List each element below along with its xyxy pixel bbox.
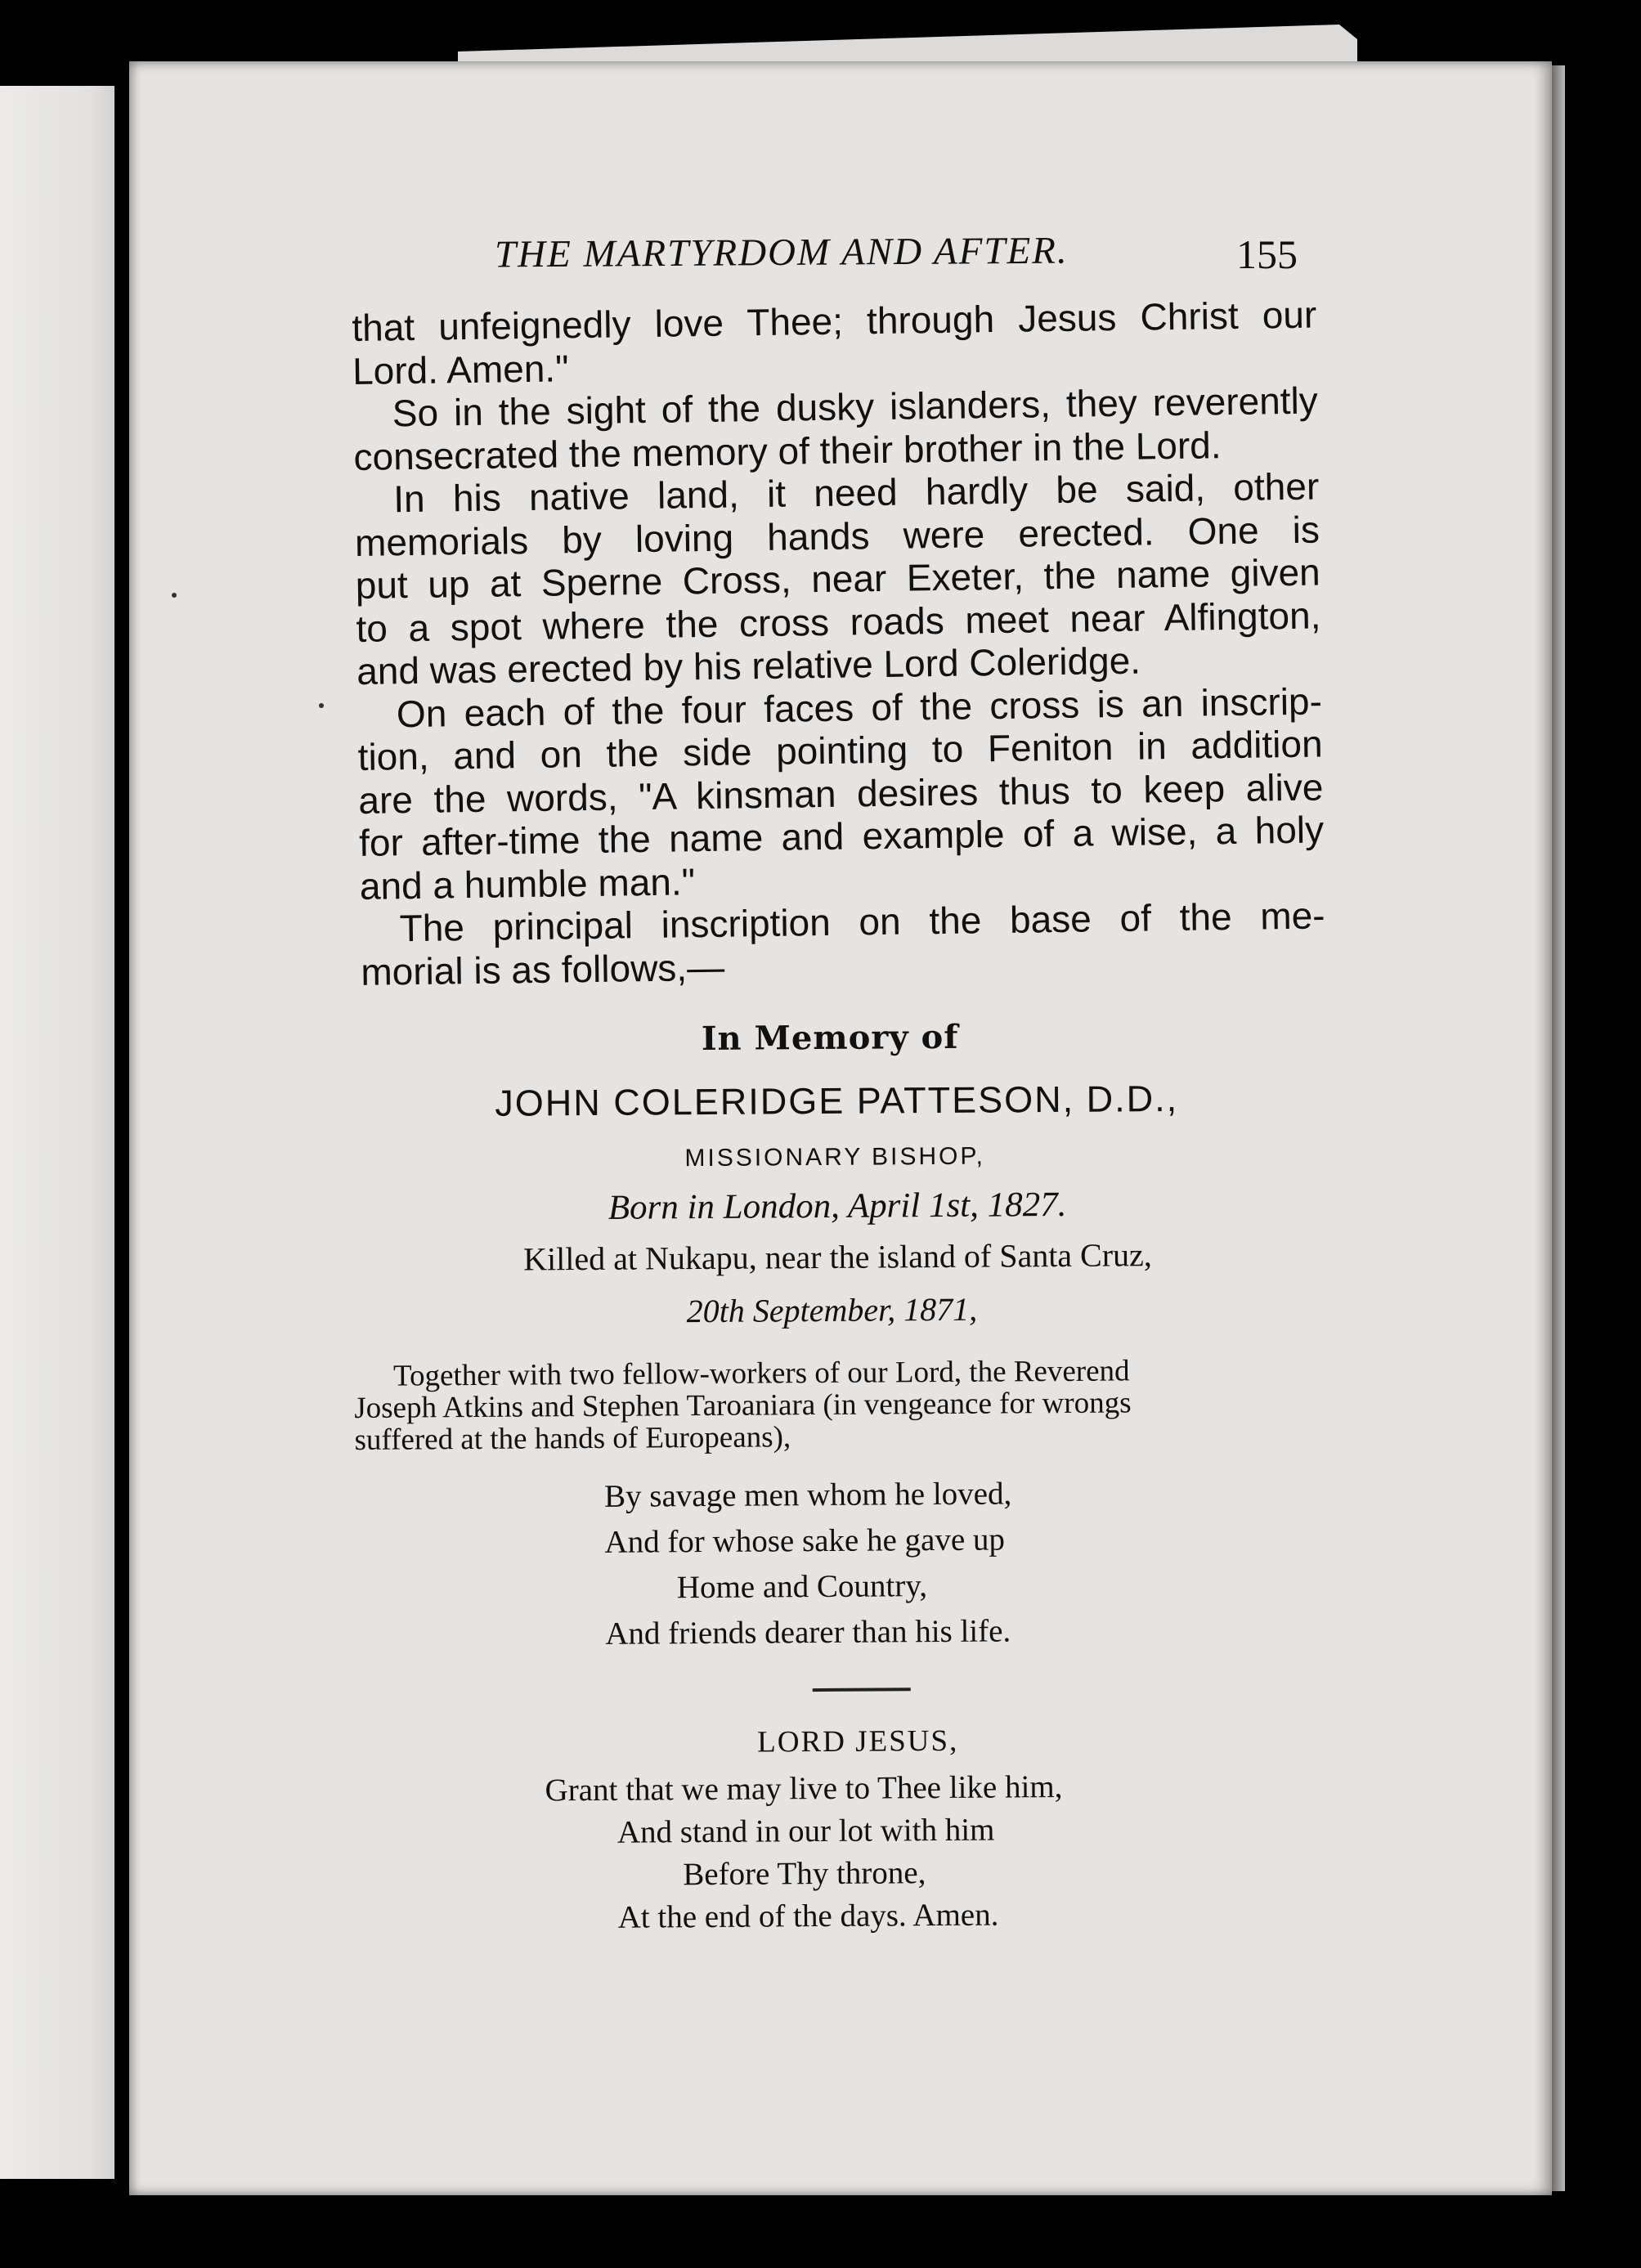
paper-speck [319, 703, 324, 708]
verse-line: Home and Country, [676, 1568, 928, 1606]
verse-line: And for whose sake he gave up [604, 1522, 1006, 1560]
memorial-born: Born in London, April 1st, 1827. [608, 1185, 1067, 1227]
verse-line: Grant that we may live to Thee like him, [545, 1768, 1063, 1809]
verse-line: Before Thy throne, [683, 1855, 926, 1893]
verse-line: And stand in our lot with him [616, 1812, 995, 1850]
together-line: Together with two fellow-workers of our Lord, the Reverend [392, 1354, 1130, 1393]
body-line: that unfeignedly love Thee; through Jesus Christ our [352, 293, 1317, 349]
body-line: are the words, "A kinsman desires thus to keep alive [358, 764, 1324, 822]
memorial-name: JOHN COLERIDGE PATTESON, D.D., [495, 1077, 1179, 1124]
memorial-inscription [352, 1015, 1339, 1941]
together-line: Joseph Atkins and Stephen Taroaniara (in vengeance for wrongs [354, 1386, 1132, 1425]
body-line: to a spot where the cross roads meet near Alfington, [356, 593, 1321, 650]
memorial-together [354, 1354, 1320, 1456]
body-line: put up at Sperne Cross, near Exeter, the name given [355, 550, 1321, 607]
body-line: morial is as follows,— [360, 945, 725, 993]
memorial-verse-1 [604, 1469, 1338, 1657]
body-text [352, 294, 1326, 993]
body-line: On each of the four faces of the cross is an inscrip- [396, 679, 1323, 735]
page-fore-edge [1552, 65, 1565, 2191]
body-line: and a humble man." [359, 859, 696, 908]
section-divider [813, 1688, 911, 1692]
paper-speck [172, 593, 177, 598]
memorial-verse-2 [545, 1764, 1338, 1940]
lord-jesus-heading: LORD JESUS, [757, 1723, 959, 1759]
verse-line: And friends dearer than his life. [605, 1613, 1011, 1652]
facing-page-edge [0, 86, 114, 2179]
body-line: So in the sight of the dusky islanders, they reverently [392, 379, 1319, 435]
body-line: Lord. Amen." [352, 346, 569, 392]
body-line: consecrated the memory of their brother in the Lord. [353, 423, 1222, 478]
memorial-killed: Killed at Nukapu, near the island of Santa Cruz, [523, 1236, 1152, 1278]
verse-line: At the end of the days. Amen. [617, 1897, 999, 1935]
running-head: THE MARTYRDOM AND AFTER. [494, 229, 1069, 276]
memorial-title: MISSIONARY BISHOP, [684, 1142, 985, 1172]
body-line: and was erected by his relative Lord Coleridge. [356, 639, 1141, 693]
verse-line: By savage men whom he loved, [603, 1476, 1012, 1514]
body-line: memorials by loving hands were erected. One is [354, 507, 1320, 564]
together-line: suffered at the hands of Europeans), [354, 1420, 791, 1457]
body-line: In his native land, it need hardly be said, other [392, 464, 1320, 521]
memorial-date: 20th September, 1871, [686, 1290, 978, 1330]
memorial-heading: In Memory of [701, 1017, 959, 1059]
body-line: tion, and on the side pointing to Feniton in addition [357, 722, 1323, 778]
body-line: The principal inscription on the base of the me- [399, 894, 1325, 950]
body-line: for after-time the name and example of a wise, a holy [358, 808, 1325, 864]
page-number: 155 [1236, 231, 1298, 277]
